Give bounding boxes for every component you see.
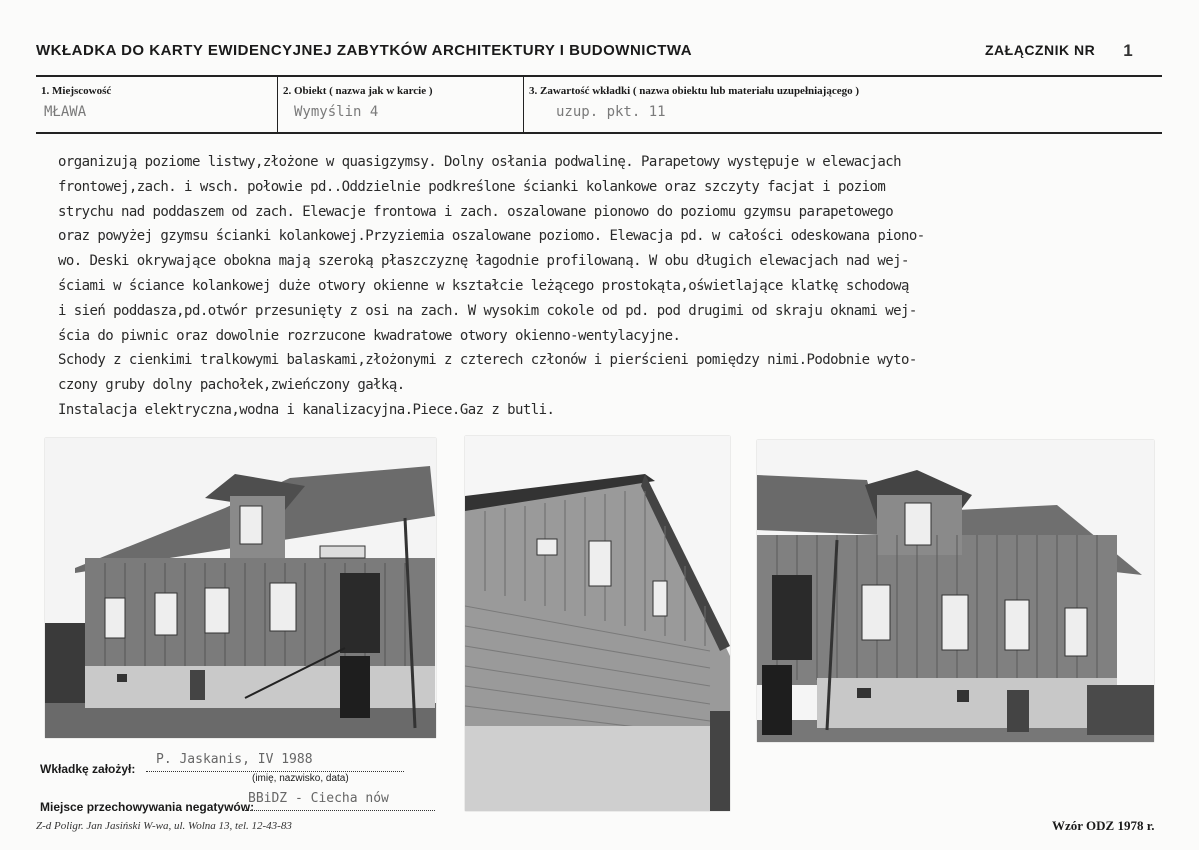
text-line: strychu nad poddaszem od zach. Elewacje frontowa i zach. oszalowane pionowo do poziomu gzymsu parapetowego (58, 203, 894, 220)
attachment-label: ZAŁĄCZNIK NR (985, 42, 1096, 58)
text-line: wo. Deski okrywające obokna mają szeroką płaszczyznę łagodnie profilowaną. W obu długich elewacjach nad wej- (58, 253, 909, 270)
contents-value: uzup. pkt. 11 (556, 104, 666, 120)
header-rule-top (36, 75, 1162, 77)
locality-label: 1. Miejscowość (41, 85, 112, 97)
photo-rear-elevation (757, 440, 1154, 742)
locality-value: MŁAWA (44, 104, 87, 120)
text-line: ścia do piwnic oraz dowolnie rozrzucone kwadratowe otwory okienno-wentylacyjne. (58, 327, 681, 344)
attachment-number: 1 (1123, 41, 1133, 60)
founder-value: P. Jaskanis, IV 1988 (156, 752, 313, 767)
founder-line (146, 771, 404, 772)
printer-imprint: Z-d Poligr. Jan Jasiński W-wa, ul. Wolna 13, tel. 12-43-83 (36, 820, 292, 832)
form-model: Wzór ODZ 1978 r. (1052, 818, 1155, 833)
founder-caption: (imię, nazwisko, data) (252, 773, 349, 784)
object-label: 2. Obiekt ( nazwa jak w karcie ) (283, 85, 433, 97)
negatives-value: BBiDZ - Ciecha nów (248, 791, 389, 806)
text-line: czony gruby dolny pachołek,zwieńczony gałką. (58, 377, 405, 394)
description-text (58, 150, 1168, 423)
negatives-label: Miejsce przechowywania negatywów: (40, 800, 255, 814)
text-line: frontowej,zach. i wsch. połowie pd..Oddzielnie podkreślone ścianki kolankowe oraz szczyty facjat i poziom (58, 178, 886, 195)
field-divider-1 (277, 77, 278, 132)
founder-label: Wkładkę założył: (40, 762, 136, 776)
text-line: organizują poziome listwy,złożone w quasigzymsy. Dolny osłania podwalinę. Parapetowy występuje w elewacjach (58, 154, 902, 170)
negatives-line (245, 810, 435, 811)
photo-south-elevation (465, 436, 730, 811)
card-title: WKŁADKA DO KARTY EWIDENCYJNEJ ZABYTKÓW ARCHITEKTURY I BUDOWNICTWA (36, 42, 693, 59)
contents-label: 3. Zawartość wkładki ( nazwa obiektu lub materiału uzupełniającego ) (529, 85, 860, 97)
text-line: Schody z cienkimi tralkowymi balaskami,złożonymi z czterech członów i pierścieni pomiędzy nimi.Podobnie wyto- (58, 352, 917, 369)
field-divider-2 (523, 77, 524, 132)
header-rule-bottom (36, 132, 1162, 134)
text-line: Instalacja elektryczna,wodna i kanalizacyjna.Piece.Gaz z butli. (58, 401, 555, 418)
text-line: oraz powyżej gzymsu ścianki kolankowej.Przyziemia oszalowane poziomo. Elewacja pd. w całości odeskowana piono- (58, 228, 925, 245)
object-value: Wymyślin 4 (294, 104, 379, 120)
text-line: ściami w ściance kolankowej duże otwory okienne w kształcie leżącego prostokąta,oświetlające klatkę schodową (58, 277, 909, 294)
photo-front-elevation (45, 438, 436, 738)
text-line: i sień poddasza,pd.otwór przesunięty z osi na zach. W wysokim cokole od pd. pod drugimi od skraju oknami wej- (58, 302, 917, 319)
